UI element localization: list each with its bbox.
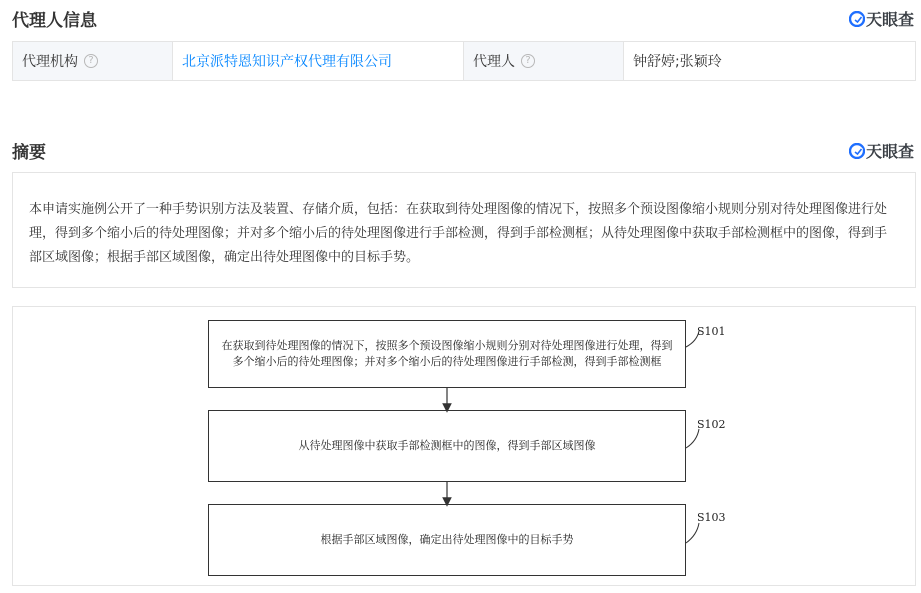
abstract-text: 本申请实施例公开了一种手势识别方法及装置、存储介质，包括：在获取到待处理图像的情况下，按照多个预设图像缩小规则分别对待处理图像进行处理，得到多个缩小后的待处理图像；并对多个缩小后的待处理图像进行手部检测，得到手部检测框；从待处理图像中获取手部检测框中的图像，得到手部区域图像；根据手部区域图像，确定出待处理图像中的目标手势。 [29,202,888,265]
abstract-text-box [12,172,916,288]
flow-step-text: 从待处理图像中获取手部检测框中的图像，得到手部区域图像 [298,439,596,452]
agent-value-cell [624,42,915,80]
agent-label: 代理人 [473,54,515,70]
agent-value: 钟舒婷;张颖玲 [633,54,722,70]
label-leader [686,523,699,543]
tianyancha-logo[interactable] [849,7,914,30]
abstract-section-title: 摘要 [12,143,46,163]
logo-text: 天眼查 [865,10,914,29]
agent-section-title: 代理人信息 [12,11,97,31]
flow-step-id: S103 [697,511,726,524]
help-icon[interactable]: ? [521,54,535,68]
logo-text: 天眼查 [865,142,914,161]
abstract-figure [12,306,916,586]
agent-label-cell [464,42,624,80]
flow-step-text: 根据手部区域图像，确定出待处理图像中的目标手势 [320,533,574,546]
flow-step-box [208,504,686,576]
agency-value-cell [173,42,464,80]
flow-step-box [208,320,686,388]
flow-step-id: S102 [697,418,726,431]
flow-step-id: S101 [697,325,726,338]
label-leader [686,429,699,448]
tianyancha-logo-icon [849,143,865,159]
flow-step-box [208,410,686,482]
help-icon[interactable]: ? [84,54,98,68]
agent-info-table [12,41,916,81]
agency-label-cell [13,42,173,80]
flow-step-text: 在获取到待处理图像的情况下，按照多个预设图像缩小规则分别对待处理图像进行处理，得到多个缩小后的待处理图像；并对多个缩小后的待处理图像进行手部检测，得到手部检测框 [221,339,673,368]
tianyancha-logo[interactable] [849,139,914,162]
agency-label: 代理机构 [22,54,78,70]
tianyancha-logo-icon [849,11,865,27]
agency-link[interactable]: 北京派特恩知识产权代理有限公司 [182,54,392,70]
